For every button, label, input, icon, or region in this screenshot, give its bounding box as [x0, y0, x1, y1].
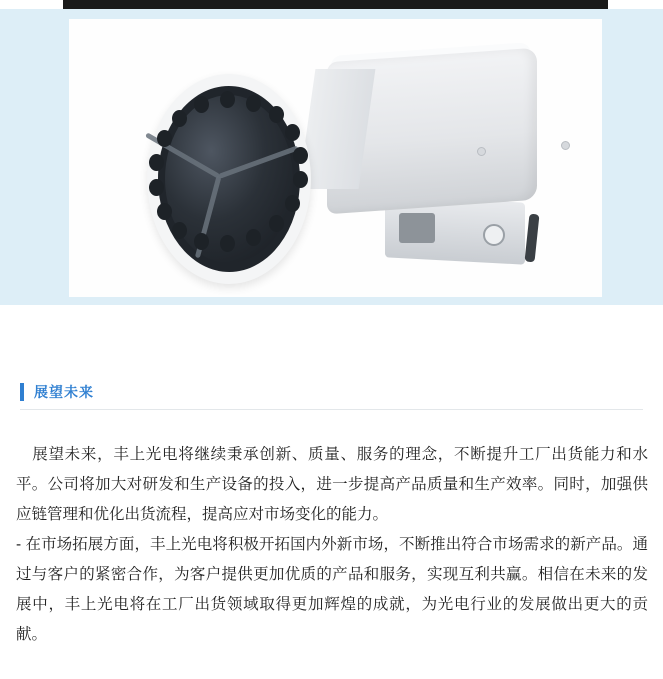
camera-screw	[477, 147, 486, 156]
camera-led	[246, 95, 261, 112]
product-image-card	[63, 9, 608, 305]
camera-led	[269, 215, 284, 232]
camera-led	[194, 233, 209, 250]
camera-screw	[561, 141, 570, 150]
camera-led	[220, 91, 235, 108]
image-gutter-right	[608, 9, 663, 305]
camera-led	[157, 203, 172, 220]
top-bar-right-gap	[608, 0, 663, 9]
camera-led	[220, 235, 235, 252]
top-dark-bar	[0, 0, 663, 9]
camera-adjust-knob	[483, 224, 505, 246]
camera-led	[269, 106, 284, 123]
camera-led	[293, 171, 308, 188]
product-image	[69, 19, 602, 297]
section-accent-bar	[20, 383, 24, 401]
camera-cable	[525, 214, 540, 263]
camera-led	[157, 130, 172, 147]
body-copy	[16, 440, 648, 650]
paragraph-2: - 在市场拓展方面，丰上光电将积极开拓国内外新市场，不断推出符合市场需求的新产品。通过与客户的紧密合作，为客户提供更加优质的产品和服务，实现互利共赢。相信在未来的发展中，丰上光电将在工厂出货领域取得更加辉煌的成就，为光电行业的发展做出更大的贡献。	[16, 536, 648, 643]
top-bar-left-gap	[0, 0, 63, 9]
camera-led	[246, 229, 261, 246]
camera-led	[194, 96, 209, 113]
section-heading	[20, 382, 94, 402]
image-gutter-left	[0, 9, 63, 305]
camera-led	[172, 110, 187, 127]
section-title: 展望未来	[34, 384, 94, 400]
camera-led	[149, 179, 164, 196]
camera-led	[293, 147, 308, 164]
camera-led	[149, 154, 164, 171]
paragraph-1: 展望未来，丰上光电将继续秉承创新、质量、服务的理念，不断提升工厂出货能力和水平。公司将加大对研发和生产设备的投入，进一步提高产品质量和生产效率。同时，加强供应链管理和优化出货流程，提高应对市场变化的能力。	[16, 446, 648, 523]
camera-led	[285, 195, 300, 212]
section-divider	[20, 409, 643, 410]
camera-led	[172, 222, 187, 239]
camera-mount-block	[399, 213, 435, 243]
industrial-camera-illustration	[69, 19, 602, 297]
camera-led	[285, 124, 300, 141]
